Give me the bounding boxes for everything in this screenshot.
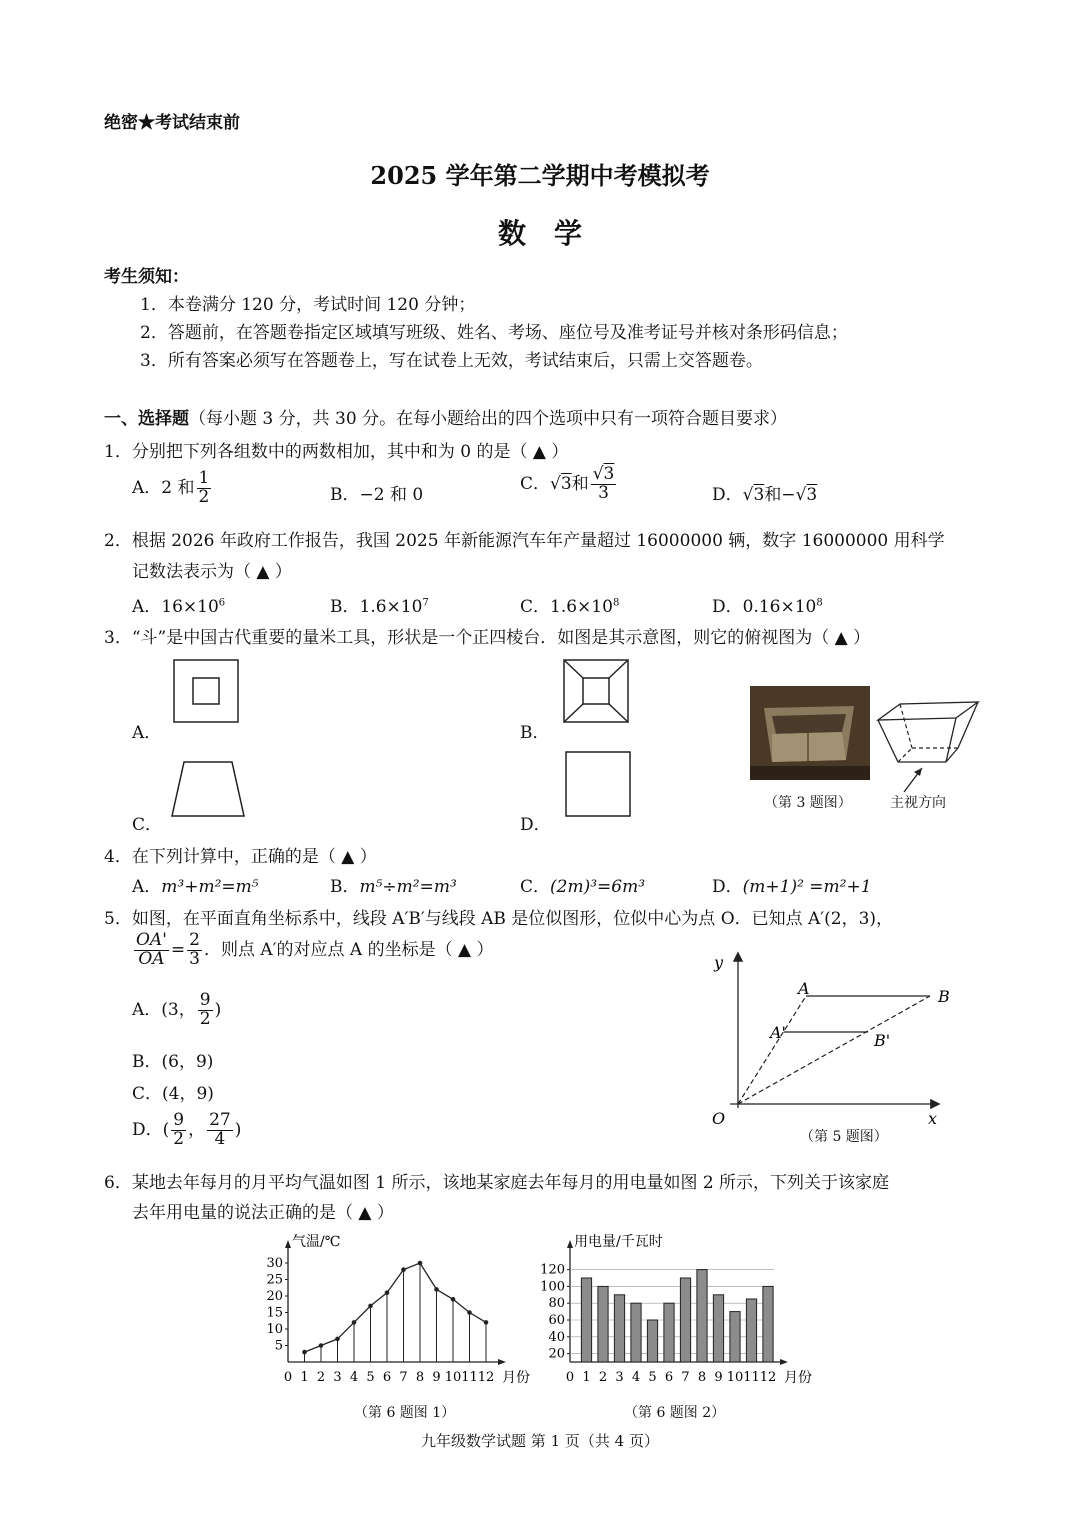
denominator: 3: [189, 948, 200, 969]
q1-option-c: C．√3和 $\frac{√3}{3}$: [520, 464, 615, 503]
q5-caption: （第 5 题图）: [800, 1129, 888, 1145]
bar: [680, 1278, 690, 1362]
q6-caption-2: （第 6 题图 2）: [624, 1405, 726, 1421]
q1-c-label: C．: [520, 473, 551, 494]
confidential-label: 绝密★考试结束前: [104, 113, 240, 133]
data-point: [451, 1297, 456, 1302]
separator: ，: [188, 1119, 206, 1140]
x-tick-label: 7: [681, 1370, 690, 1385]
point-a-label: A: [798, 979, 810, 998]
x-tick-label: 0: [565, 1370, 575, 1385]
section-1-header: [104, 404, 787, 429]
fraction: [207, 1112, 233, 1149]
y-axis-arrow: [567, 1240, 573, 1248]
bar: [664, 1303, 674, 1362]
x-tick-label: 8: [415, 1370, 425, 1385]
connector: 和: [571, 473, 589, 494]
data-point: [319, 1343, 324, 1348]
stem-text: ．则点 A′的对应点 A 的坐标是（ ▲ ）: [203, 939, 494, 960]
q5-option-c: C．(4，9): [132, 1084, 214, 1104]
q4-option-d: [712, 872, 872, 897]
expression: (m+1)² =m²+1: [742, 877, 872, 897]
x-tick-label: 11: [461, 1370, 478, 1385]
paren: ): [214, 999, 222, 1020]
q6-stem-line1: 6．某地去年每月的月平均气温如图 1 所示，该地某家庭去年每月的用电量如图 2 所示，下列关于该家庭: [104, 1173, 890, 1193]
x-tick-label: 7: [399, 1370, 408, 1385]
data-point: [335, 1337, 340, 1342]
y-tick-label: 20: [266, 1289, 283, 1304]
label: B．: [330, 597, 360, 617]
q1-option-d: D．√3和−√3: [712, 485, 818, 505]
x-tick-label: 0: [283, 1370, 293, 1385]
x-tick-label: 6: [664, 1370, 674, 1385]
notice-heading: 考生须知：: [104, 267, 189, 287]
y-axis-title: 气温/℃: [292, 1234, 341, 1250]
q3-option-b-figure: [560, 656, 632, 726]
x-tick-label: 9: [432, 1370, 441, 1385]
q5-coordinate-figure: [700, 946, 960, 1136]
base: 0.16×10: [742, 597, 817, 617]
equals: =: [170, 939, 186, 960]
label: C．: [520, 597, 551, 617]
expression: (2m)³=6m³: [550, 877, 646, 897]
section-1-heading: 一、选择题: [104, 409, 189, 429]
bar: [697, 1270, 707, 1362]
origin-label: O: [712, 1109, 726, 1128]
q5-stem-line2: [132, 932, 493, 969]
x-tick-label: 2: [316, 1370, 326, 1385]
y-axis-title: 用电量/千瓦时: [574, 1234, 663, 1250]
notice-item-2: 2．答题前，在答题卷指定区域填写班级、姓名、考场、座位号及准考证号并核对条形码信息；: [140, 323, 848, 343]
x-tick-label: 6: [382, 1370, 392, 1385]
exponent: 8: [612, 597, 620, 609]
label: D．: [712, 597, 743, 617]
denominator: 2: [198, 486, 210, 507]
numerator: OA': [136, 930, 167, 950]
x-axis-title: 月份: [502, 1370, 530, 1386]
paren: ): [234, 1119, 242, 1140]
temperature-chart: [258, 1232, 540, 1392]
radicand: 3: [753, 485, 765, 505]
q4-option-c: [520, 872, 645, 897]
denominator: 2: [173, 1128, 185, 1149]
point-b-label: B: [938, 987, 950, 1006]
q1-d-label: D．: [712, 485, 743, 505]
label: B．: [330, 877, 360, 897]
q3-option-a-label: A．: [132, 723, 162, 743]
q4-stem: 4．在下列计算中，正确的是（ ▲ ）: [104, 847, 377, 867]
numerator: 27: [209, 1110, 231, 1130]
x-tick-label: 9: [714, 1370, 723, 1385]
q3-caption: （第 3 题图）: [764, 795, 852, 811]
exam-title: 2025 学年第二学期中考模拟考: [370, 161, 710, 190]
fraction: [171, 1112, 186, 1149]
label: A．(3，: [132, 999, 196, 1020]
bar: [598, 1286, 608, 1362]
section-1-note: （每小题 3 分，共 30 分。在每小题给出的四个选项中只有一项符合题目要求）: [189, 409, 788, 429]
denominator: 2: [199, 1008, 211, 1029]
x-axis-arrow: [780, 1359, 788, 1365]
notice-item-3: 3．所有答案必须写在答题卷上，写在试卷上无效，考试结束后，只需上交答题卷。: [140, 351, 763, 371]
denominator: 4: [214, 1128, 226, 1149]
q3-option-c-label: C．: [132, 815, 163, 835]
base: 1.6×10: [359, 597, 423, 617]
q5-option-b: B．(6，9): [132, 1052, 214, 1072]
data-point: [302, 1350, 307, 1355]
radicand: 3: [603, 464, 615, 484]
x-tick-label: 4: [349, 1370, 359, 1385]
expression: m³+m²=m⁵: [161, 877, 259, 897]
bar: [763, 1286, 773, 1362]
q4-option-b: [330, 872, 457, 897]
x-tick-label: 1: [582, 1370, 591, 1385]
label: D．: [712, 877, 743, 897]
q5-option-d: [132, 1112, 241, 1149]
y-tick-label: 20: [548, 1346, 565, 1362]
x-tick-label: 5: [648, 1370, 657, 1385]
bar: [631, 1303, 641, 1362]
base: 1.6×10: [550, 597, 613, 617]
y-tick-label: 100: [540, 1279, 565, 1295]
bar: [647, 1320, 657, 1362]
fraction: [198, 992, 213, 1029]
y-tick-label: 15: [266, 1305, 283, 1321]
frustum-diagram: [874, 696, 984, 798]
page-footer: 九年级数学试题 第 1 页（共 4 页）: [421, 1432, 659, 1450]
y-tick-label: 80: [548, 1296, 565, 1312]
x-tick-label: 1: [300, 1370, 309, 1385]
x-tick-label: 8: [697, 1370, 707, 1385]
q2-stem-line1: 2．根据 2026 年政府工作报告，我国 2025 年新能源汽车年产量超过 16000000 辆，数字 16000000 用科学: [104, 531, 945, 551]
q2-option-a: [132, 592, 225, 617]
q3-option-d-figure: [562, 748, 634, 820]
q3-stem: 3．“斗”是中国古代重要的量米工具，形状是一个正四棱台．如图是其示意图，则它的俯视图为（ ▲ ）: [104, 628, 871, 648]
x-axis-title: 月份: [784, 1370, 812, 1386]
y-tick-label: 60: [548, 1313, 565, 1328]
q6-stem-line2: 去年用电量的说法正确的是（ ▲ ）: [132, 1203, 394, 1223]
x-tick-label: 12: [759, 1370, 777, 1385]
q1-a-label: A．2 和: [132, 477, 195, 498]
x-tick-label: 4: [631, 1370, 641, 1385]
fraction: [591, 466, 617, 503]
q2-option-c: [520, 592, 619, 617]
label: A．: [132, 877, 162, 897]
q3-option-a-figure: [170, 656, 242, 726]
x-axis-arrow: [498, 1359, 506, 1365]
fraction: [187, 932, 202, 969]
radicand: 3: [806, 485, 818, 505]
q6-caption-1: （第 6 题图 1）: [354, 1405, 456, 1421]
data-point: [418, 1261, 423, 1266]
point-a-prime-label: A': [770, 1023, 786, 1042]
series-line: [305, 1263, 487, 1352]
numerator: 1: [198, 468, 210, 488]
subject-title: 数 学: [497, 217, 582, 250]
q3-direction-label: 主视方向: [890, 795, 946, 811]
q4-option-a: [132, 872, 259, 897]
data-point: [434, 1287, 439, 1292]
electricity-chart: [540, 1232, 822, 1392]
y-tick-label: 5: [274, 1338, 283, 1354]
y-tick-label: 40: [548, 1329, 565, 1345]
q2-option-b: [330, 592, 429, 617]
exponent: 7: [422, 597, 429, 609]
bar: [746, 1299, 756, 1362]
y-axis-label: y: [714, 953, 724, 972]
numerator: 2: [189, 930, 200, 950]
q2-stem-line2: 记数法表示为（ ▲ ）: [132, 562, 292, 582]
denominator: OA: [138, 948, 165, 969]
q1-stem: 1．分别把下列各组数中的两数相加，其中和为 0 的是（ ▲ ）: [104, 442, 569, 462]
point-b-prime-label: B': [874, 1031, 891, 1050]
exponent: 6: [218, 597, 226, 609]
data-point: [401, 1267, 406, 1272]
bar: [614, 1295, 624, 1362]
bar: [581, 1278, 591, 1362]
fraction: [134, 932, 169, 969]
bar: [713, 1295, 723, 1362]
x-tick-label: 10: [726, 1370, 744, 1385]
data-point: [467, 1310, 472, 1315]
fraction: [197, 470, 212, 507]
data-point: [368, 1304, 373, 1309]
x-tick-label: 10: [444, 1370, 462, 1385]
q2-option-d: [712, 592, 823, 617]
exponent: 8: [816, 597, 823, 609]
base: 16×10: [161, 597, 219, 617]
numerator: 9: [173, 1110, 185, 1130]
y-tick-label: 10: [266, 1322, 283, 1337]
q1-option-b: B．−2 和 0: [330, 485, 424, 505]
label: D．(: [132, 1119, 170, 1140]
q1-option-a: [132, 470, 213, 507]
radicand: 3: [560, 473, 572, 494]
y-tick-label: 30: [266, 1256, 283, 1271]
label: C．: [520, 877, 551, 897]
data-point: [352, 1320, 357, 1325]
y-tick-label: 25: [266, 1272, 283, 1288]
data-point: [385, 1290, 390, 1295]
numerator: 9: [199, 990, 211, 1010]
q5-stem: 5．如图，在平面直角坐标系中，线段 A′B′与线段 AB 是位似图形，位似中心为点 O．已知点 A′(2，3)，: [104, 909, 894, 929]
q3-option-c-figure: [168, 758, 248, 820]
bar: [730, 1312, 740, 1362]
denominator: 3: [598, 482, 609, 503]
expression: m⁵÷m²=m³: [359, 877, 457, 897]
y-axis-arrow: [285, 1240, 291, 1248]
dou-photo: [750, 686, 870, 780]
q5-option-a: [132, 992, 221, 1029]
q3-option-b-label: B．: [520, 723, 550, 743]
label: A．: [132, 597, 162, 617]
connector: 和−: [764, 485, 796, 505]
x-tick-label: 3: [333, 1370, 342, 1385]
q3-option-d-label: D．: [520, 815, 551, 835]
x-tick-label: 3: [615, 1370, 624, 1385]
x-tick-label: 12: [477, 1370, 495, 1385]
x-tick-label: 2: [598, 1370, 608, 1385]
x-axis-label: x: [928, 1109, 938, 1128]
x-tick-label: 11: [743, 1370, 760, 1385]
data-point: [484, 1320, 489, 1325]
x-tick-label: 5: [366, 1370, 375, 1385]
y-tick-label: 120: [540, 1262, 565, 1278]
numerator: √3: [592, 464, 615, 484]
notice-item-1: 1．本卷满分 120 分，考试时间 120 分钟；: [140, 295, 476, 315]
